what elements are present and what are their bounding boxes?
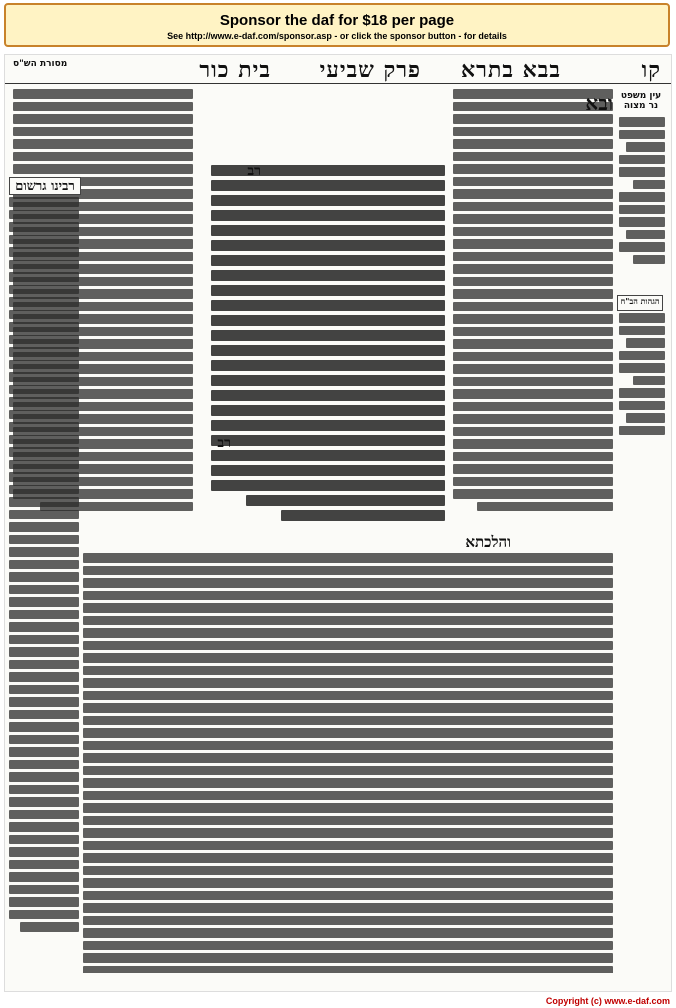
vehilkhata-word: והלכתא — [465, 533, 511, 551]
hagahot-label: הגהות הב"ח — [617, 295, 663, 311]
gemara-text — [211, 165, 445, 535]
tractate-name: בבא בתרא — [461, 57, 561, 83]
talmud-page — [4, 54, 672, 992]
rabbeinu-gershom-column — [9, 197, 79, 977]
copyright-notice[interactable]: Copyright (c) www.e-daf.com — [545, 996, 670, 1006]
rashi-lead-word: ובא — [585, 91, 613, 115]
page-number: קו — [641, 57, 661, 83]
rashi-column — [453, 89, 613, 544]
rabbeinu-gershom-label: רבינו גרשום — [9, 177, 81, 195]
sponsor-title[interactable]: Sponsor the daf for $18 per page — [219, 12, 455, 29]
sponsor-banner[interactable] — [4, 3, 670, 47]
gemara-rav-1: רב — [247, 163, 261, 179]
ein-mishpat-column — [619, 117, 665, 977]
masoret-hashas-label: מסורת הש"ס — [13, 59, 68, 69]
gemara-rav-2: רב — [217, 435, 231, 451]
lower-commentary — [83, 553, 613, 973]
chapter-number: פרק שביעי — [319, 57, 421, 83]
hagahot-column — [619, 313, 665, 453]
header-rule — [5, 83, 671, 84]
ein-mishpat-label: עין משפט נר מצוה — [620, 91, 662, 111]
chapter-name: בית כור — [199, 57, 271, 83]
sponsor-subtitle: See http://www.e-daf.com/sponsor.asp - or click the sponsor button - for details — [167, 31, 507, 41]
